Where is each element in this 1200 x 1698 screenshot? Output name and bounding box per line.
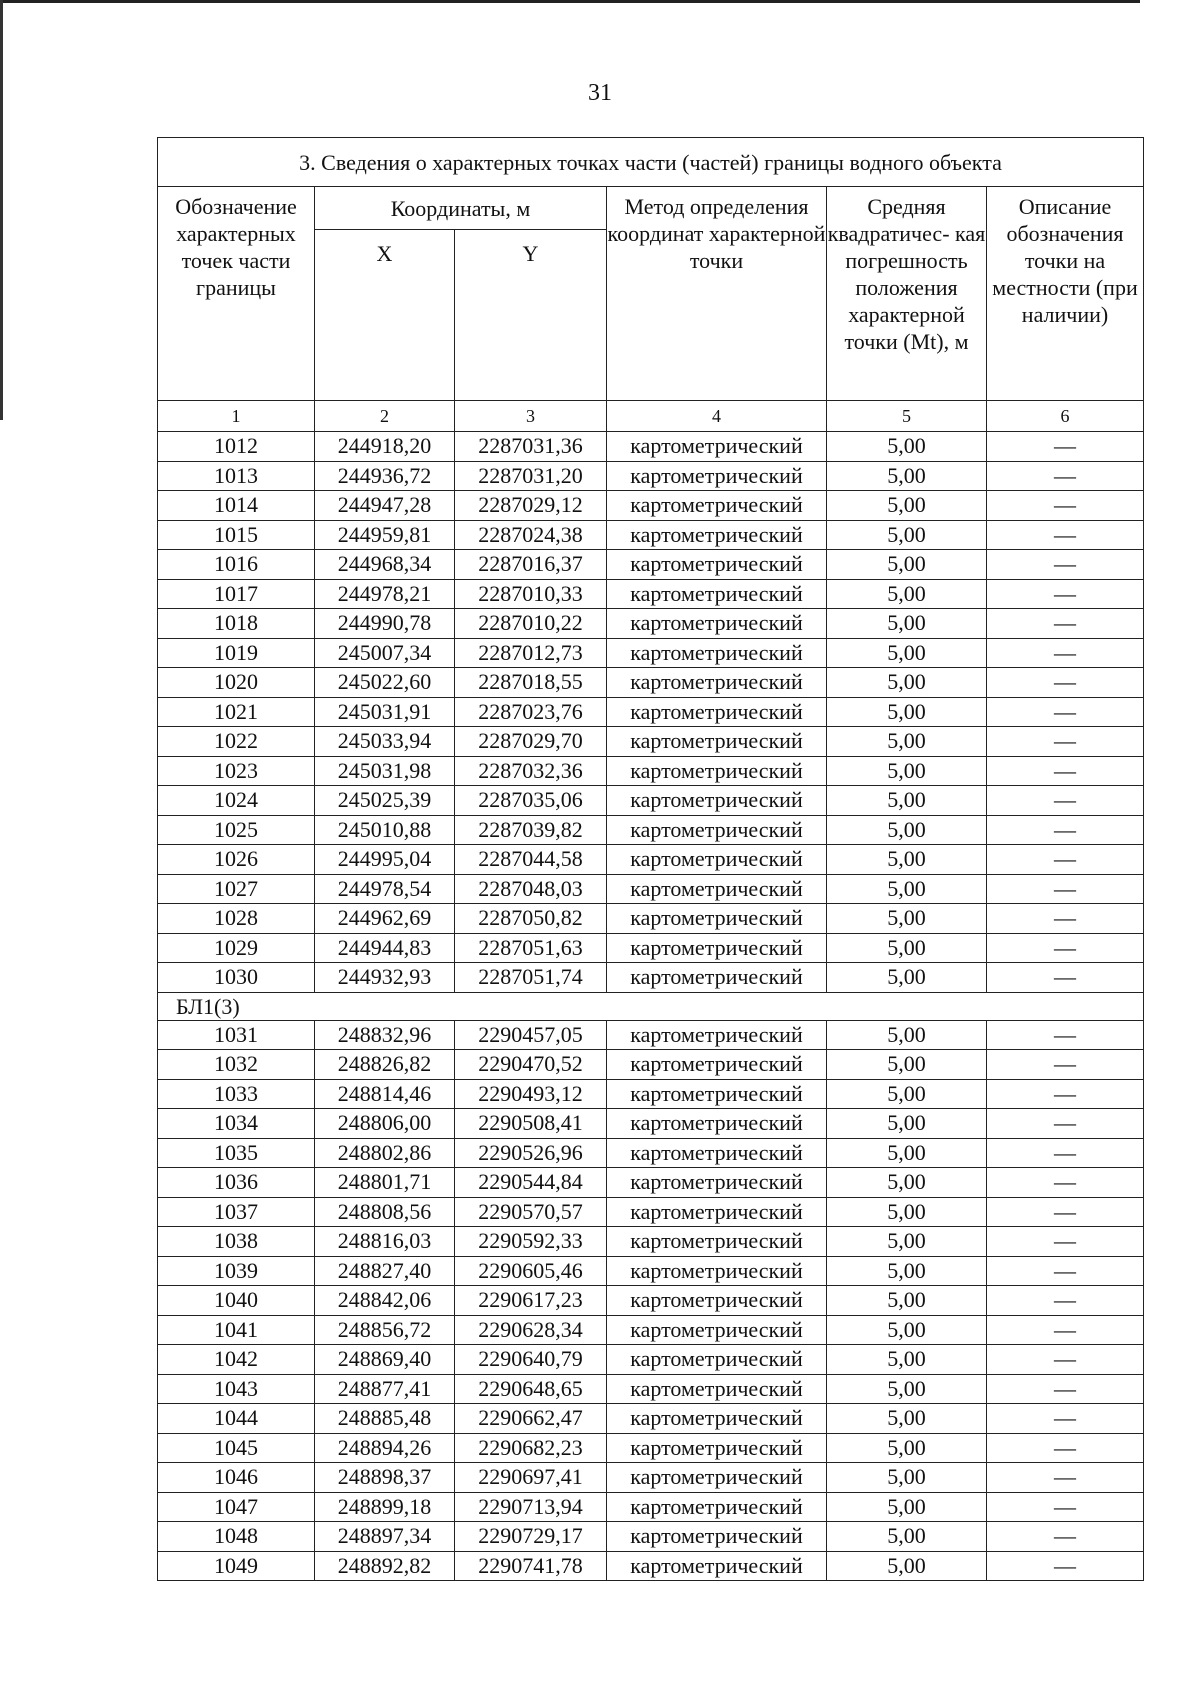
point-id-cell: 1030: [158, 963, 315, 993]
y-coordinate-cell: 2287010,33: [455, 579, 607, 609]
x-coordinate-cell: 248869,40: [315, 1345, 455, 1375]
point-id-cell: 1024: [158, 786, 315, 816]
point-id-cell: 1027: [158, 874, 315, 904]
table-row: [158, 1256, 1144, 1286]
y-coordinate-cell: 2287048,03: [455, 874, 607, 904]
method-cell: картометрический: [607, 1050, 827, 1080]
x-coordinate-cell: 244968,34: [315, 550, 455, 580]
table-row: [158, 579, 1144, 609]
method-cell: картометрический: [607, 550, 827, 580]
y-coordinate-cell: 2287029,12: [455, 491, 607, 521]
point-id-cell: 1043: [158, 1374, 315, 1404]
x-coordinate-cell: 248802,86: [315, 1138, 455, 1168]
table-row: [158, 1020, 1144, 1050]
point-id-cell: 1041: [158, 1315, 315, 1345]
table-row: [158, 904, 1144, 934]
point-id-cell: 1038: [158, 1227, 315, 1257]
method-cell: картометрический: [607, 904, 827, 934]
description-cell: —: [987, 609, 1144, 639]
point-id-cell: 1031: [158, 1020, 315, 1050]
top-border-line: [0, 0, 1140, 3]
x-coordinate-cell: 244947,28: [315, 491, 455, 521]
point-id-cell: 1049: [158, 1551, 315, 1581]
method-cell: картометрический: [607, 1463, 827, 1493]
error-cell: 5,00: [827, 1522, 987, 1552]
header-coordinates: Координаты, м: [315, 187, 607, 230]
error-cell: 5,00: [827, 609, 987, 639]
table-row: [158, 1168, 1144, 1198]
group-section: [158, 992, 1144, 1020]
error-cell: 5,00: [827, 845, 987, 875]
description-cell: —: [987, 1020, 1144, 1050]
method-cell: картометрический: [607, 432, 827, 462]
error-cell: 5,00: [827, 520, 987, 550]
description-cell: —: [987, 933, 1144, 963]
y-coordinate-cell: 2290544,84: [455, 1168, 607, 1198]
table-row: [158, 1109, 1144, 1139]
x-coordinate-cell: 248808,56: [315, 1197, 455, 1227]
description-cell: —: [987, 1227, 1144, 1257]
point-id-cell: 1020: [158, 668, 315, 698]
error-cell: 5,00: [827, 1050, 987, 1080]
error-cell: 5,00: [827, 1374, 987, 1404]
page-number: 31: [588, 80, 612, 106]
point-id-cell: 1044: [158, 1404, 315, 1434]
y-coordinate-cell: 2290470,52: [455, 1050, 607, 1080]
point-id-cell: 1029: [158, 933, 315, 963]
table-row: [158, 491, 1144, 521]
method-cell: картометрический: [607, 697, 827, 727]
header-y: Y: [455, 230, 607, 401]
method-cell: картометрический: [607, 1345, 827, 1375]
description-cell: —: [987, 1404, 1144, 1434]
header-description: Описание обозначения точки на местности (при наличии): [987, 187, 1144, 401]
error-cell: 5,00: [827, 1109, 987, 1139]
point-id-cell: 1034: [158, 1109, 315, 1139]
y-coordinate-cell: 2287031,36: [455, 432, 607, 462]
method-cell: картометрический: [607, 609, 827, 639]
method-cell: картометрический: [607, 1404, 827, 1434]
description-cell: —: [987, 550, 1144, 580]
table-row: [158, 697, 1144, 727]
y-coordinate-cell: 2287050,82: [455, 904, 607, 934]
error-cell: 5,00: [827, 1492, 987, 1522]
method-cell: картометрический: [607, 845, 827, 875]
table-title: 3. Сведения о характерных точках части (частей) границы водного объекта: [158, 138, 1144, 187]
x-coordinate-cell: 248832,96: [315, 1020, 455, 1050]
column-number: 6: [987, 401, 1144, 432]
method-cell: картометрический: [607, 1227, 827, 1257]
column-number-row: [158, 401, 1144, 432]
method-cell: картометрический: [607, 1433, 827, 1463]
x-coordinate-cell: 248897,34: [315, 1522, 455, 1552]
x-coordinate-cell: 244978,21: [315, 579, 455, 609]
method-cell: картометрический: [607, 491, 827, 521]
x-coordinate-cell: 248827,40: [315, 1256, 455, 1286]
table-row: [158, 1286, 1144, 1316]
error-cell: 5,00: [827, 756, 987, 786]
error-cell: 5,00: [827, 1168, 987, 1198]
table-row: [158, 1138, 1144, 1168]
method-cell: картометрический: [607, 786, 827, 816]
point-id-cell: 1042: [158, 1345, 315, 1375]
error-cell: 5,00: [827, 727, 987, 757]
error-cell: 5,00: [827, 668, 987, 698]
point-id-cell: 1019: [158, 638, 315, 668]
y-coordinate-cell: 2287044,58: [455, 845, 607, 875]
x-coordinate-cell: 244978,54: [315, 874, 455, 904]
method-cell: картометрический: [607, 727, 827, 757]
table-body-section-a: [158, 432, 1144, 993]
description-cell: —: [987, 815, 1144, 845]
column-number: 2: [315, 401, 455, 432]
point-id-cell: 1028: [158, 904, 315, 934]
y-coordinate-cell: 2287051,74: [455, 963, 607, 993]
point-id-cell: 1022: [158, 727, 315, 757]
description-cell: —: [987, 432, 1144, 462]
method-cell: картометрический: [607, 933, 827, 963]
table-row: [158, 520, 1144, 550]
table-row: [158, 963, 1144, 993]
x-coordinate-cell: 248885,48: [315, 1404, 455, 1434]
x-coordinate-cell: 248894,26: [315, 1433, 455, 1463]
description-cell: —: [987, 963, 1144, 993]
y-coordinate-cell: 2290570,57: [455, 1197, 607, 1227]
error-cell: 5,00: [827, 1020, 987, 1050]
description-cell: —: [987, 1079, 1144, 1109]
y-coordinate-cell: 2287039,82: [455, 815, 607, 845]
x-coordinate-cell: 244932,93: [315, 963, 455, 993]
x-coordinate-cell: 248816,03: [315, 1227, 455, 1257]
error-cell: 5,00: [827, 461, 987, 491]
description-cell: —: [987, 638, 1144, 668]
y-coordinate-cell: 2290713,94: [455, 1492, 607, 1522]
x-coordinate-cell: 244959,81: [315, 520, 455, 550]
error-cell: 5,00: [827, 1345, 987, 1375]
error-cell: 5,00: [827, 786, 987, 816]
table-row: [158, 1433, 1144, 1463]
column-number: 4: [607, 401, 827, 432]
description-cell: —: [987, 904, 1144, 934]
error-cell: 5,00: [827, 874, 987, 904]
table-row: [158, 1050, 1144, 1080]
y-coordinate-cell: 2287018,55: [455, 668, 607, 698]
description-cell: —: [987, 786, 1144, 816]
y-coordinate-cell: 2290457,05: [455, 1020, 607, 1050]
x-coordinate-cell: 245022,60: [315, 668, 455, 698]
y-coordinate-cell: 2290697,41: [455, 1463, 607, 1493]
point-id-cell: 1047: [158, 1492, 315, 1522]
group-row: [158, 992, 1144, 1020]
x-coordinate-cell: 248892,82: [315, 1551, 455, 1581]
description-cell: —: [987, 1109, 1144, 1139]
table-row: [158, 1197, 1144, 1227]
method-cell: картометрический: [607, 461, 827, 491]
description-cell: —: [987, 1138, 1144, 1168]
error-cell: 5,00: [827, 1315, 987, 1345]
description-cell: —: [987, 668, 1144, 698]
method-cell: картометрический: [607, 1374, 827, 1404]
error-cell: 5,00: [827, 1404, 987, 1434]
x-coordinate-cell: 248806,00: [315, 1109, 455, 1139]
y-coordinate-cell: 2290682,23: [455, 1433, 607, 1463]
x-coordinate-cell: 248898,37: [315, 1463, 455, 1493]
x-coordinate-cell: 244990,78: [315, 609, 455, 639]
y-coordinate-cell: 2287031,20: [455, 461, 607, 491]
y-coordinate-cell: 2287012,73: [455, 638, 607, 668]
point-id-cell: 1035: [158, 1138, 315, 1168]
y-coordinate-cell: 2290741,78: [455, 1551, 607, 1581]
x-coordinate-cell: 245031,98: [315, 756, 455, 786]
method-cell: картометрический: [607, 1522, 827, 1552]
table-body-section-b: [158, 1020, 1144, 1581]
method-cell: картометрический: [607, 579, 827, 609]
table-row: [158, 786, 1144, 816]
table-row: [158, 638, 1144, 668]
x-coordinate-cell: 245033,94: [315, 727, 455, 757]
header-method: Метод определения координат характерной точки: [607, 187, 827, 401]
description-cell: —: [987, 697, 1144, 727]
x-coordinate-cell: 245031,91: [315, 697, 455, 727]
y-coordinate-cell: 2290662,47: [455, 1404, 607, 1434]
error-cell: 5,00: [827, 1551, 987, 1581]
y-coordinate-cell: 2287010,22: [455, 609, 607, 639]
error-cell: 5,00: [827, 815, 987, 845]
y-coordinate-cell: 2287051,63: [455, 933, 607, 963]
description-cell: —: [987, 461, 1144, 491]
table-row: [158, 668, 1144, 698]
table-row: [158, 1345, 1144, 1375]
table-row: [158, 609, 1144, 639]
point-id-cell: 1018: [158, 609, 315, 639]
y-coordinate-cell: 2290493,12: [455, 1079, 607, 1109]
method-cell: картометрический: [607, 1492, 827, 1522]
x-coordinate-cell: 248801,71: [315, 1168, 455, 1198]
method-cell: картометрический: [607, 520, 827, 550]
method-cell: картометрический: [607, 1256, 827, 1286]
table-row: [158, 1079, 1144, 1109]
point-id-cell: 1039: [158, 1256, 315, 1286]
method-cell: картометрический: [607, 1551, 827, 1581]
y-coordinate-cell: 2287024,38: [455, 520, 607, 550]
x-coordinate-cell: 248826,82: [315, 1050, 455, 1080]
table-row: [158, 1463, 1144, 1493]
description-cell: —: [987, 520, 1144, 550]
error-cell: 5,00: [827, 1197, 987, 1227]
table-row: [158, 874, 1144, 904]
table-row: [158, 727, 1144, 757]
method-cell: картометрический: [607, 668, 827, 698]
point-id-cell: 1016: [158, 550, 315, 580]
method-cell: картометрический: [607, 1079, 827, 1109]
error-cell: 5,00: [827, 550, 987, 580]
method-cell: картометрический: [607, 1168, 827, 1198]
y-coordinate-cell: 2290628,34: [455, 1315, 607, 1345]
error-cell: 5,00: [827, 1433, 987, 1463]
x-coordinate-cell: 248899,18: [315, 1492, 455, 1522]
x-coordinate-cell: 244995,04: [315, 845, 455, 875]
x-coordinate-cell: 245007,34: [315, 638, 455, 668]
description-cell: —: [987, 1374, 1144, 1404]
method-cell: картометрический: [607, 1109, 827, 1139]
method-cell: картометрический: [607, 1286, 827, 1316]
y-coordinate-cell: 2290592,33: [455, 1227, 607, 1257]
header-designation: Обозначение характерных точек части границы: [158, 187, 315, 401]
table-row: [158, 461, 1144, 491]
method-cell: картометрический: [607, 963, 827, 993]
x-coordinate-cell: 245025,39: [315, 786, 455, 816]
description-cell: —: [987, 1197, 1144, 1227]
table-row: [158, 1522, 1144, 1552]
x-coordinate-cell: 248814,46: [315, 1079, 455, 1109]
error-cell: 5,00: [827, 1256, 987, 1286]
method-cell: картометрический: [607, 1197, 827, 1227]
y-coordinate-cell: 2287029,70: [455, 727, 607, 757]
table-row: [158, 1551, 1144, 1581]
y-coordinate-cell: 2287023,76: [455, 697, 607, 727]
point-id-cell: 1046: [158, 1463, 315, 1493]
point-id-cell: 1023: [158, 756, 315, 786]
error-cell: 5,00: [827, 1079, 987, 1109]
method-cell: картометрический: [607, 815, 827, 845]
x-coordinate-cell: 245010,88: [315, 815, 455, 845]
description-cell: —: [987, 1315, 1144, 1345]
y-coordinate-cell: 2290617,23: [455, 1286, 607, 1316]
y-coordinate-cell: 2290640,79: [455, 1345, 607, 1375]
y-coordinate-cell: 2287032,36: [455, 756, 607, 786]
error-cell: 5,00: [827, 963, 987, 993]
error-cell: 5,00: [827, 1286, 987, 1316]
y-coordinate-cell: 2290605,46: [455, 1256, 607, 1286]
table-row: [158, 1227, 1144, 1257]
table-row: [158, 1404, 1144, 1434]
boundary-points-table: [157, 137, 1144, 1581]
point-id-cell: 1036: [158, 1168, 315, 1198]
table-row: [158, 432, 1144, 462]
description-cell: —: [987, 874, 1144, 904]
description-cell: —: [987, 1345, 1144, 1375]
point-id-cell: 1033: [158, 1079, 315, 1109]
description-cell: —: [987, 1256, 1144, 1286]
table-row: [158, 1492, 1144, 1522]
description-cell: —: [987, 579, 1144, 609]
left-border-line: [0, 0, 3, 420]
point-id-cell: 1021: [158, 697, 315, 727]
point-id-cell: 1014: [158, 491, 315, 521]
x-coordinate-cell: 244936,72: [315, 461, 455, 491]
description-cell: —: [987, 756, 1144, 786]
method-cell: картометрический: [607, 1020, 827, 1050]
description-cell: —: [987, 1433, 1144, 1463]
table-row: [158, 845, 1144, 875]
point-id-cell: 1037: [158, 1197, 315, 1227]
description-cell: —: [987, 1050, 1144, 1080]
y-coordinate-cell: 2287035,06: [455, 786, 607, 816]
description-cell: —: [987, 1551, 1144, 1581]
column-number: 5: [827, 401, 987, 432]
x-coordinate-cell: 244944,83: [315, 933, 455, 963]
description-cell: —: [987, 1463, 1144, 1493]
y-coordinate-cell: 2290526,96: [455, 1138, 607, 1168]
x-coordinate-cell: 248842,06: [315, 1286, 455, 1316]
description-cell: —: [987, 845, 1144, 875]
table-row: [158, 1374, 1144, 1404]
error-cell: 5,00: [827, 1227, 987, 1257]
group-label: БЛ1(3): [158, 992, 1144, 1020]
x-coordinate-cell: 248856,72: [315, 1315, 455, 1345]
point-id-cell: 1032: [158, 1050, 315, 1080]
table-row: [158, 815, 1144, 845]
error-cell: 5,00: [827, 933, 987, 963]
table-row: [158, 756, 1144, 786]
error-cell: 5,00: [827, 697, 987, 727]
description-cell: —: [987, 1522, 1144, 1552]
x-coordinate-cell: 244918,20: [315, 432, 455, 462]
header-error: Средняя квадратичес- кая погрешность положения характерной точки (Mt), м: [827, 187, 987, 401]
column-number: 3: [455, 401, 607, 432]
y-coordinate-cell: 2290648,65: [455, 1374, 607, 1404]
point-id-cell: 1015: [158, 520, 315, 550]
point-id-cell: 1040: [158, 1286, 315, 1316]
error-cell: 5,00: [827, 1138, 987, 1168]
point-id-cell: 1026: [158, 845, 315, 875]
table-row: [158, 933, 1144, 963]
column-number: 1: [158, 401, 315, 432]
point-id-cell: 1045: [158, 1433, 315, 1463]
error-cell: 5,00: [827, 579, 987, 609]
table-row: [158, 1315, 1144, 1345]
method-cell: картометрический: [607, 1315, 827, 1345]
point-id-cell: 1048: [158, 1522, 315, 1552]
y-coordinate-cell: 2287016,37: [455, 550, 607, 580]
method-cell: картометрический: [607, 756, 827, 786]
description-cell: —: [987, 491, 1144, 521]
y-coordinate-cell: 2290508,41: [455, 1109, 607, 1139]
error-cell: 5,00: [827, 904, 987, 934]
x-coordinate-cell: 244962,69: [315, 904, 455, 934]
point-id-cell: 1017: [158, 579, 315, 609]
description-cell: —: [987, 1168, 1144, 1198]
point-id-cell: 1013: [158, 461, 315, 491]
method-cell: картометрический: [607, 638, 827, 668]
point-id-cell: 1012: [158, 432, 315, 462]
error-cell: 5,00: [827, 491, 987, 521]
y-coordinate-cell: 2290729,17: [455, 1522, 607, 1552]
table-row: [158, 550, 1144, 580]
error-cell: 5,00: [827, 432, 987, 462]
description-cell: —: [987, 1286, 1144, 1316]
header-x: X: [315, 230, 455, 401]
method-cell: картометрический: [607, 1138, 827, 1168]
point-id-cell: 1025: [158, 815, 315, 845]
error-cell: 5,00: [827, 638, 987, 668]
description-cell: —: [987, 727, 1144, 757]
x-coordinate-cell: 248877,41: [315, 1374, 455, 1404]
method-cell: картометрический: [607, 874, 827, 904]
description-cell: —: [987, 1492, 1144, 1522]
error-cell: 5,00: [827, 1463, 987, 1493]
